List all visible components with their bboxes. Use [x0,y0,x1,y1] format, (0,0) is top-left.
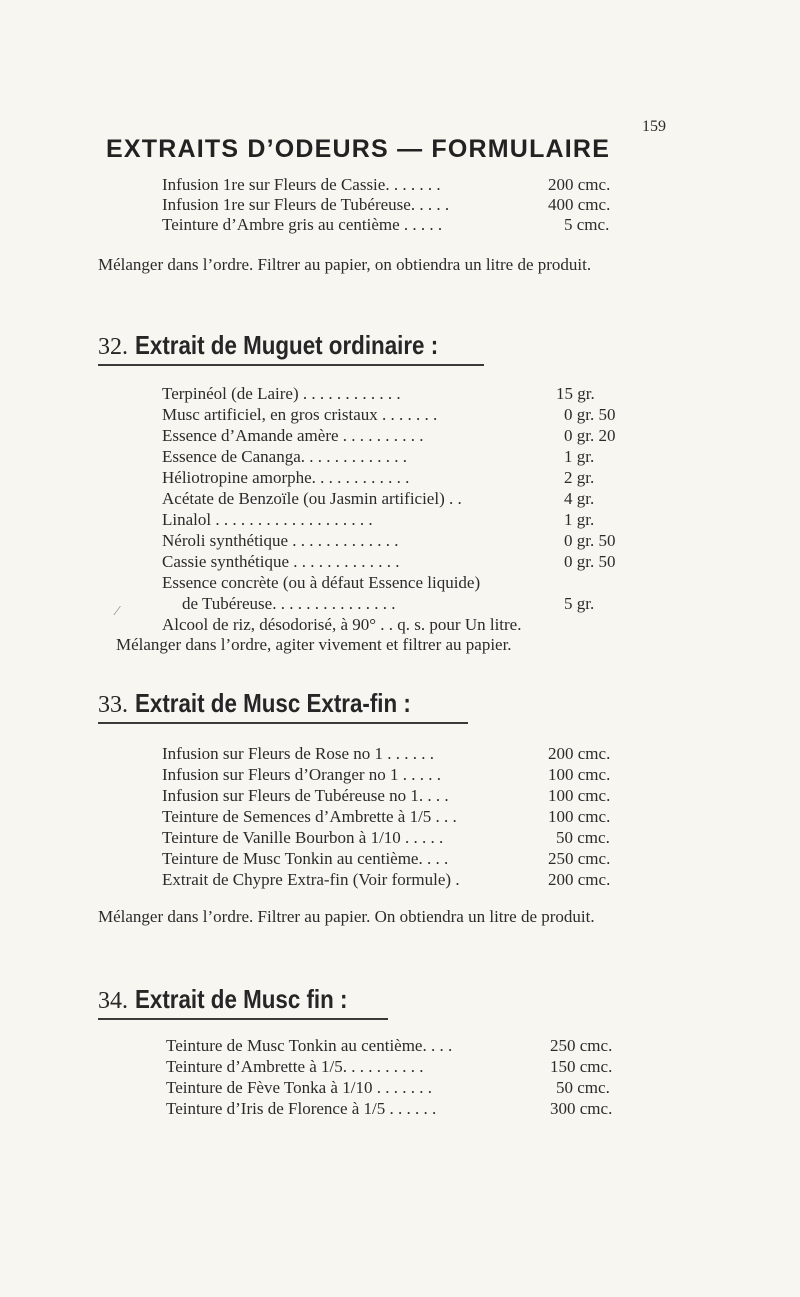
quantity: 4 gr. [564,489,595,508]
ingredient: Essence d’Amande amère . . . . . . . . . . [162,426,424,445]
section-rule [98,722,468,724]
section-name: Extrait de Muguet ordinaire : [135,330,439,360]
section-note: Mélanger dans l’ordre, agiter vivement et filtrer au papier. [116,635,512,654]
section-name: Extrait de Musc Extra-fin : [135,688,412,718]
intro-note: Mélanger dans l’ordre. Filtrer au papier, on obtiendra un litre de produit. [98,255,592,274]
ingredient: Infusion sur Fleurs d’Oranger no 1 . . . . . [162,765,442,784]
ingredient: Teinture de Fève Tonka à 1/10 . . . . . . . [166,1078,432,1097]
ingredient: Alcool de riz, désodorisé, à 90° . . q. s. pour Un litre. [162,615,522,634]
ingredient: Infusion sur Fleurs de Tubéreuse no 1. . . . [162,786,449,805]
ingredient: Teinture de Musc Tonkin au centième. . . . [162,849,449,868]
quantity: 200 cmc. [548,870,611,889]
ingredient: Linalol . . . . . . . . . . . . . . . . . . . [162,510,373,529]
section-number: 33. [98,692,128,718]
quantity: 100 cmc. [548,765,611,784]
ingredient: Essence concrète (ou à défaut Essence liquide) [162,573,481,592]
ingredient: Acétate de Benzoïle (ou Jasmin artificiel) . . [162,489,462,508]
quantity: 200 cmc. [548,744,611,763]
section-number: 32. [98,334,128,360]
running-header: EXTRAITS D’ODEURS — FORMULAIRE [106,135,611,163]
quantity: 300 cmc. [550,1099,613,1118]
section-number: 34. [98,988,128,1014]
ingredient: Infusion sur Fleurs de Rose no 1 . . . . . . [162,744,434,763]
quantity: 15 gr. [556,384,595,403]
ingredient: Essence de Cananga. . . . . . . . . . . . . [162,447,408,466]
margin-mark: ⁄ [116,604,119,619]
quantity: 0 gr. 50 [564,552,616,571]
ingredient: Teinture de Musc Tonkin au centième. . . . [166,1036,453,1055]
quantity: 150 cmc. [550,1057,613,1076]
quantity: 250 cmc. [550,1036,613,1055]
ingredient: Teinture d’Iris de Florence à 1/5 . . . . . . [166,1099,437,1118]
section-title [98,688,456,719]
ingredient: de Tubéreuse. . . . . . . . . . . . . . . [182,594,396,613]
ingredient: Teinture de Vanille Bourbon à 1/10 . . . . . [162,828,444,847]
ingredient: Néroli synthétique . . . . . . . . . . . . . [162,531,399,550]
quantity: 400 cmc. [548,195,611,214]
section-name: Extrait de Musc fin : [135,984,348,1014]
quantity: 250 cmc. [548,849,611,868]
quantity: 100 cmc. [548,807,611,826]
quantity: 100 cmc. [548,786,611,805]
ingredient: Teinture d’Ambrette à 1/5. . . . . . . . . . [166,1057,424,1076]
quantity: 0 gr. 20 [564,426,616,445]
quantity: 2 gr. [564,468,595,487]
ingredient: Infusion 1re sur Fleurs de Cassie. . . . . . . [162,175,441,194]
ingredient: Terpinéol (de Laire) . . . . . . . . . . . . [162,384,401,403]
quantity: 1 gr. [564,510,595,529]
ingredient: Teinture de Semences d’Ambrette à 1/5 . . . [162,807,457,826]
section-rule [98,364,484,366]
section-title [98,330,488,361]
quantity: 0 gr. 50 [564,405,616,424]
ingredient: Extrait de Chypre Extra-fin (Voir formule) . [162,870,460,889]
ingredient: Teinture d’Ambre gris au centième . . . . . [162,215,443,234]
quantity: 50 cmc. [556,1078,610,1097]
page-number: 159 [642,118,666,135]
ingredient: Infusion 1re sur Fleurs de Tubéreuse. . . . . [162,195,450,214]
section-title [98,984,382,1015]
quantity: 200 cmc. [548,175,611,194]
section-note: Mélanger dans l’ordre. Filtrer au papier. On obtiendra un litre de produit. [98,907,595,926]
quantity: 0 gr. 50 [564,531,616,550]
ingredient: Cassie synthétique . . . . . . . . . . . . . [162,552,400,571]
section-rule [98,1018,388,1020]
ingredient: Héliotropine amorphe. . . . . . . . . . . . [162,468,410,487]
quantity: 50 cmc. [556,828,610,847]
quantity: 5 gr. [564,594,595,613]
ingredient: Musc artificiel, en gros cristaux . . . . . . . [162,405,438,424]
quantity: 5 cmc. [564,215,610,234]
quantity: 1 gr. [564,447,595,466]
